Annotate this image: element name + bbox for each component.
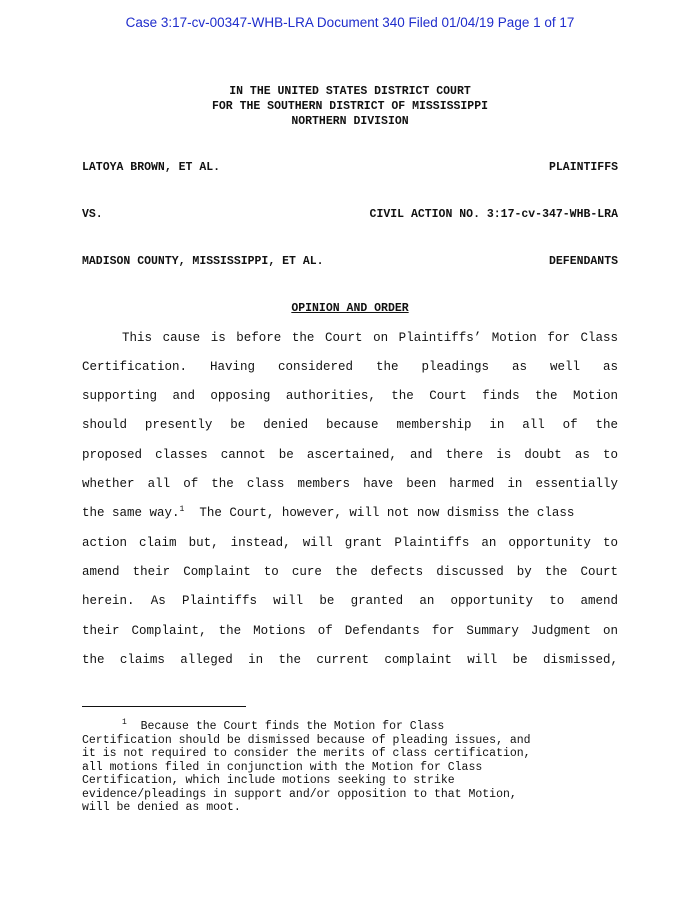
body-line-10: herein. As Plaintiffs will be granted an opportunity to amend bbox=[82, 594, 618, 608]
plaintiff-role: PLAINTIFFS bbox=[548, 161, 618, 174]
body-line-8: action claim but, instead, will grant Plaintiffs an opportunity to bbox=[82, 536, 618, 550]
footnote-line-3: it is not required to consider the merits of class certification, bbox=[82, 747, 531, 760]
body-line-6: whether all of the class members have been harmed in essentially bbox=[82, 477, 618, 491]
court-line-3: NORTHERN DIVISION bbox=[291, 115, 409, 128]
body-line-7-start: the same way. bbox=[82, 506, 180, 520]
versus-label: VS. bbox=[82, 208, 103, 221]
court-line-2: FOR THE SOUTHERN DISTRICT OF MISSISSIPPI bbox=[211, 100, 489, 113]
body-line-2: Certification. Having considered the pleadings as well as bbox=[82, 360, 618, 374]
footnote-line-6: evidence/pleadings in support and/or opposition to that Motion, bbox=[82, 788, 517, 801]
civil-action-number: CIVIL ACTION NO. 3:17-cv-347-WHB-LRA bbox=[369, 208, 618, 221]
defendant-role: DEFENDANTS bbox=[548, 255, 618, 268]
body-line-11: their Complaint, the Motions of Defendants for Summary Judgment on bbox=[82, 624, 618, 638]
footnote-reference[interactable]: 1 bbox=[179, 504, 185, 514]
footnote-line-7: will be denied as moot. bbox=[82, 801, 241, 814]
defendant-party: MADISON COUNTY, MISSISSIPPI, ET AL. bbox=[82, 255, 324, 268]
footnote-line-2: Certification should be dismissed because of pleading issues, and bbox=[82, 734, 531, 747]
court-heading bbox=[0, 84, 700, 129]
ecf-header-stamp: Case 3:17-cv-00347-WHB-LRA Document 340 Filed 01/04/19 Page 1 of 17 bbox=[125, 15, 575, 30]
body-line-4: should presently be denied because membership in all of the bbox=[82, 418, 618, 432]
footnote-line-4: all motions filed in conjunction with the Motion for Class bbox=[82, 761, 483, 774]
plaintiff-party: LATOYA BROWN, ET AL. bbox=[82, 161, 221, 174]
body-line-3: supporting and opposing authorities, the Court finds the Motion bbox=[82, 389, 618, 403]
body-line-7-rest: The Court, however, will not now dismiss the class bbox=[184, 506, 575, 520]
footnote-divider bbox=[82, 706, 246, 707]
court-line-1: IN THE UNITED STATES DISTRICT COURT bbox=[229, 85, 471, 98]
body-line-1: This cause is before the Court on Plaintiffs’ Motion for Class bbox=[122, 331, 618, 345]
footnote-line-1-text: Because the Court finds the Motion for Class bbox=[140, 720, 445, 733]
body-line-12: the claims alleged in the current complaint will be dismissed, bbox=[82, 653, 618, 667]
opinion-title: OPINION AND ORDER bbox=[291, 302, 409, 315]
footnote-line-5: Certification, which include motions seeking to strike bbox=[82, 774, 455, 787]
body-line-9: amend their Complaint to cure the defects discussed by the Court bbox=[82, 565, 618, 579]
body-line-7 bbox=[82, 506, 618, 520]
footnote-marker: 1 bbox=[122, 718, 127, 728]
body-line-5: proposed classes cannot be ascertained, and there is doubt as to bbox=[82, 448, 618, 462]
footnote-line-1 bbox=[82, 720, 622, 733]
